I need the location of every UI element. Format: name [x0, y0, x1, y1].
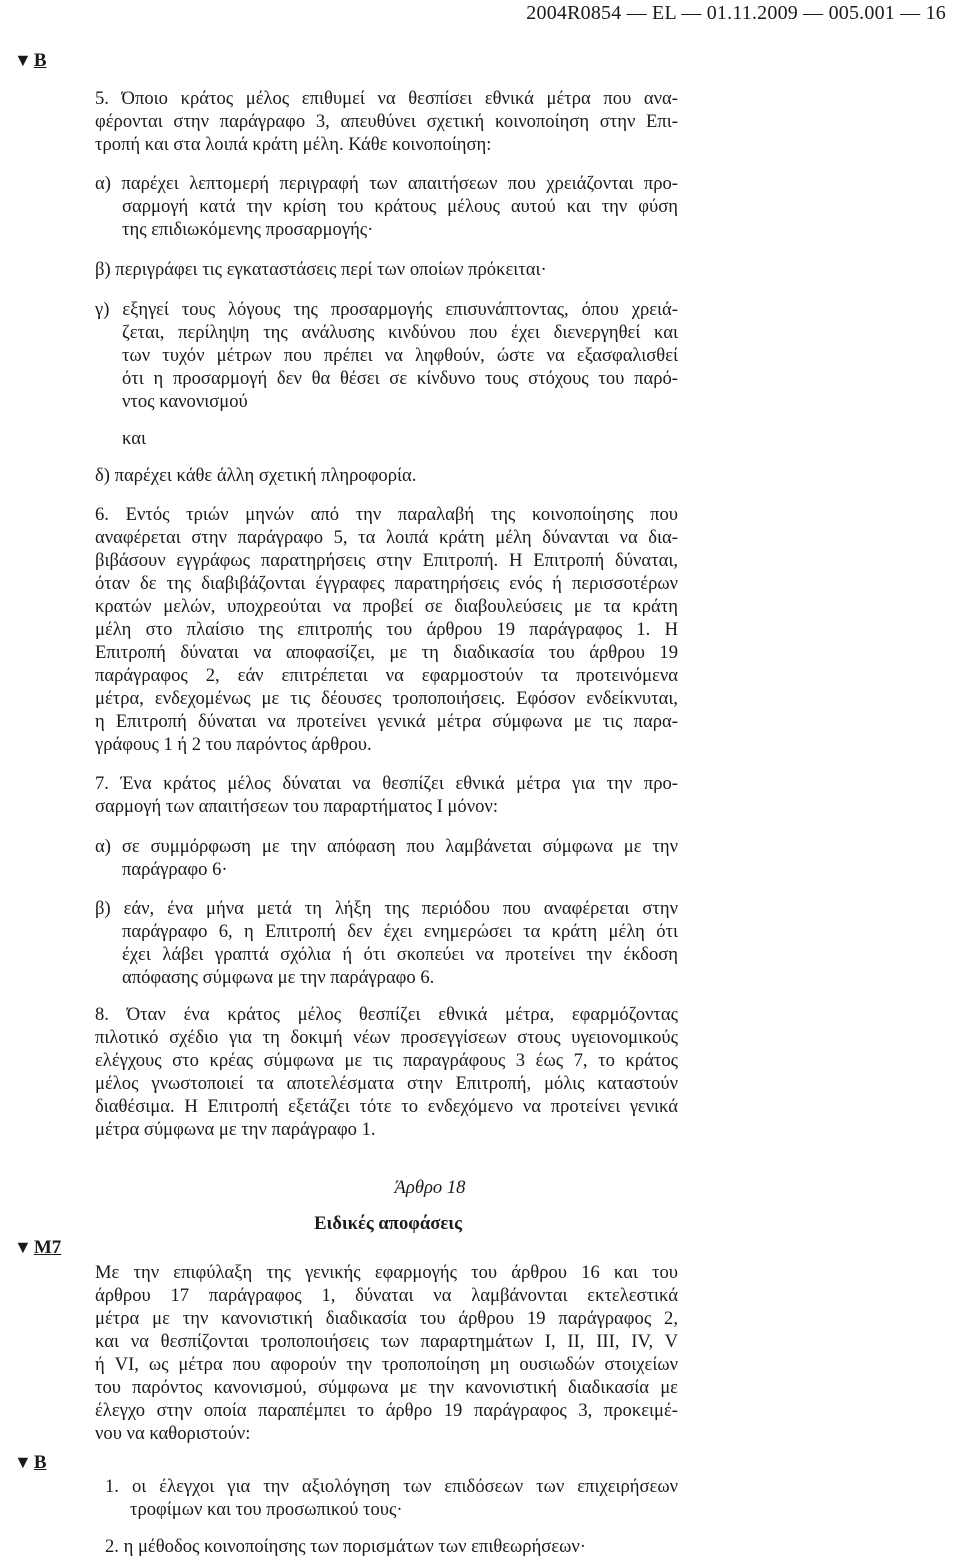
text-line: γ) εξηγεί τους λόγους της προσαρμογής επισυνάπτοντας, όπου χρειά-: [95, 299, 678, 320]
list-item: 2. η μέθοδος κοινοποίησης των πορισμάτων των επιθεωρήσεων·: [105, 1536, 586, 1557]
text-line: ζεται, περίληψη της ανάλυσης κινδύνου που έχει διενεργηθεί και: [122, 322, 678, 343]
text-line: τροπή και στα λοιπά κράτη μέλη. Κάθε κοινοποίηση:: [95, 134, 492, 155]
text-line: βιβάσουν εγγράφως παρατηρήσεις στην Επιτροπή. Η Επιτροπή δύναται,: [95, 550, 678, 571]
text-line: αναφέρεται στην παράγραφο 5, τα λοιπά κράτη μέλη δύνανται να δια-: [95, 527, 678, 548]
marker-label: B: [33, 50, 47, 71]
triangle-down-icon: ▼: [14, 50, 32, 70]
text-line: μέλη στο πλαίσιο της επιτροπής του άρθρου 19 παράγραφος 1. Η: [95, 619, 678, 640]
text-line: νου να καθοριστούν:: [95, 1423, 251, 1444]
triangle-down-icon: ▼: [14, 1452, 32, 1472]
article-title: Ειδικές αποφάσεις: [314, 1213, 462, 1234]
list-item: τροφίμων και του προσωπικού τους·: [130, 1499, 403, 1520]
text-line: σαρμογή κατά την κρίση του κράτους μέλους αυτού και την φύση: [122, 196, 678, 217]
list-item: 1. οι έλεγχοι για την αξιολόγηση των επιδόσεων των επιχειρήσεων: [105, 1476, 678, 1497]
text-line: παράγραφος 2, εάν επιτρέπεται να εφαρμοστούν τα προτεινόμενα: [95, 665, 678, 686]
text-line: των τυχόν μέτρων που πρέπει να ληφθούν, ώστε να εξασφαλισθεί: [122, 345, 678, 366]
text-line: 7. Ένα κράτος μέλος δύναται να θεσπίζει εθνικά μέτρα για την προ-: [95, 773, 678, 794]
text-line: σαρμογή των απαιτήσεων του παραρτήματος I μόνον:: [95, 796, 498, 817]
text-line: η Επιτροπή δύναται να προτείνει γενικά μέτρα σύμφωνα με τις παρα-: [95, 711, 678, 732]
triangle-down-icon: ▼: [14, 1237, 32, 1257]
article-number: Άρθρο 18: [394, 1177, 466, 1198]
text-line: φέρονται στην παράγραφο 3, απευθύνει σχετική κοινοποίηση στην Επι-: [95, 111, 678, 132]
text-line: και να θεσπίζονται τροποποιήσεις των παραρτημάτων I, II, III, IV, V: [95, 1331, 678, 1352]
amendment-marker-b: [14, 1452, 47, 1474]
text-line: άρθρου 17 παράγραφος 1, δύναται να λαμβάνονται εκτελεστικά: [95, 1285, 678, 1306]
text-line: Επιτροπή δύναται να αποφασίζει, με τη διαδικασία του άρθρου 19: [95, 642, 678, 663]
text-line: μέλος γνωστοποιεί τα αποτελέσματα στην Επιτροπή, μόλις καταστούν: [95, 1073, 678, 1094]
text-line: του παρόντος κανονισμού, σύμφωνα με την κανονιστική διαδικασία με: [95, 1377, 678, 1398]
text-line: παράγραφο 6, η Επιτροπή δεν έχει ενημερώσει τα κράτη μέλη ότι: [122, 921, 678, 942]
text-line: ντος κανονισμού: [122, 391, 248, 412]
text-line: β) περιγράφει τις εγκαταστάσεις περί των οποίων πρόκειται·: [95, 259, 547, 280]
text-line: μέτρα με την κανονιστική διαδικασία του άρθρου 19 παράγραφος 2,: [95, 1308, 678, 1329]
text-line: γράφους 1 ή 2 του παρόντος άρθρου.: [95, 734, 372, 755]
text-line: 8. Όταν ένα κράτος μέλος θεσπίζει εθνικά μέτρα, εφαρμόζοντας: [95, 1004, 678, 1025]
text-line: και: [122, 428, 146, 449]
text-line: α) σε συμμόρφωση με την απόφαση που λαμβάνεται σύμφωνα με την: [95, 836, 678, 857]
text-line: α) παρέχει λεπτομερή περιγραφή των απαιτήσεων που χρειάζονται προ-: [95, 173, 678, 194]
text-line: ότι η προσαρμογή δεν θα θέσει σε κίνδυνο τους στόχους του παρό-: [122, 368, 678, 389]
amendment-marker-m7: [14, 1237, 61, 1259]
marker-label: B: [33, 1452, 47, 1473]
text-line: β) εάν, ένα μήνα μετά τη λήξη της περιόδου που αναφέρεται στην: [95, 898, 678, 919]
text-line: μέτρα σύμφωνα με την παράγραφο 1.: [95, 1119, 376, 1140]
text-line: διαθέσιμα. Η Επιτροπή εξετάζει τότε το ενδεχόμενο να προτείνει γενικά: [95, 1096, 678, 1117]
document-header: 2004R0854 — EL — 01.11.2009 — 005.001 — 16: [526, 2, 946, 24]
text-line: ή VI, ως μέτρα που αφορούν την τροποποίηση μη ουσιωδών στοιχείων: [95, 1354, 678, 1375]
text-line: έχει λάβει γραπτά σχόλια ή ότι σκοπεύει να προτείνει την έκδοση: [122, 944, 678, 965]
text-line: κρατών μελών, υποχρεούται να προβεί σε διαβουλεύσεις με τα κράτη: [95, 596, 678, 617]
marker-label: M7: [33, 1237, 62, 1258]
text-line: Με την επιφύλαξη της γενικής εφαρμογής του άρθρου 16 και του: [95, 1262, 678, 1283]
text-line: 6. Εντός τριών μηνών από την παραλαβή της κοινοποίησης που: [95, 504, 678, 525]
text-line: παράγραφο 6·: [122, 859, 228, 880]
text-line: όταν δε της διαβιβάζονται έγγραφες παρατηρήσεις ενός ή περισσοτέρων: [95, 573, 678, 594]
text-line: της επιδιωκόμενης προσαρμογής·: [122, 219, 374, 240]
text-line: πιλοτικό σχέδιο για τη δοκιμή νέων προσεγγίσεων στους υγειονομικούς: [95, 1027, 678, 1048]
text-line: δ) παρέχει κάθε άλλη σχετική πληροφορία.: [95, 465, 417, 486]
text-line: μέτρα, ενδεχομένως με τις δέουσες τροποποιήσεις. Εφόσον ενδείκνυται,: [95, 688, 678, 709]
text-line: απόφασης σύμφωνα με την παράγραφο 6.: [122, 967, 435, 988]
amendment-marker-b: [14, 50, 47, 72]
text-line: ελέγχους στο κρέας σύμφωνα με τις παραγράφους 3 έως 7, το κράτος: [95, 1050, 678, 1071]
text-line: 5. Όποιο κράτος μέλος επιθυμεί να θεσπίσει εθνικά μέτρα που ανα-: [95, 88, 678, 109]
text-line: έλεγχο στην οποία παραπέμπει το άρθρο 19 παράγραφος 3, προκειμέ-: [95, 1400, 678, 1421]
